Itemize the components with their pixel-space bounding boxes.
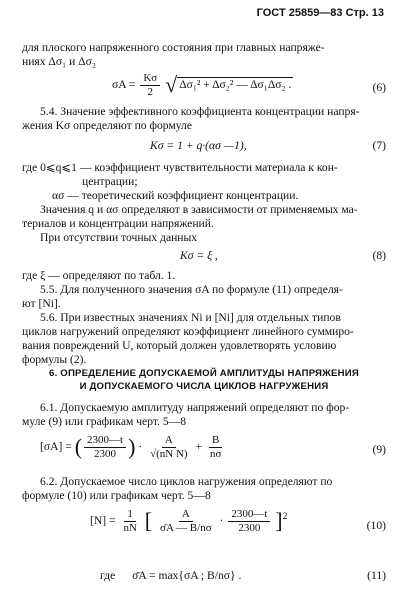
text-line: вания повреждений U, который должен удовлетворять условию [22,339,337,352]
equation-11 [100,568,241,583]
bracket-close: ] [275,508,283,534]
fraction-num: 2300—t [228,508,270,522]
text-line: 6.1. Допускаемую амплитуду напряжений определяют по фор- [40,401,350,414]
text-line: где ξ — определяют по табл. 1. [22,269,176,282]
text-line: ют [Ni]. [22,297,61,310]
fraction-num: Kσ [140,72,160,86]
fraction-num: 2300—t [84,434,126,448]
equation-number: (7) [372,139,386,152]
fraction-num: 1 [124,508,136,522]
fraction-num: A [162,434,176,448]
text-line: Значения q и ασ определяют в зависимости от применяемых ма- [40,203,358,216]
equation-10 [90,508,287,534]
text-line: формуле (10) или графикам черт. 5—8 [22,489,211,502]
text-line: циклов нагружений определяют коэффициент линейного суммиро- [22,325,354,338]
fraction-den: 2300 [238,521,261,534]
section-heading: 6. ОПРЕДЕЛЕНИЕ ДОПУСКАЕМОЙ АМПЛИТУДЫ НАПРЯЖЕНИЯ [49,368,359,379]
text-line: 5.4. Значение эффективного коэффициента концентрации напря- [40,105,360,118]
eq-lhs: [N] = [90,513,116,527]
sqrt-body: Δσ₁² + Δσ₂² — Δσ₁Δσ₂ . [179,77,292,91]
equation-number: (8) [372,249,386,262]
eq-expr: σ̄A = max{σA ; B/nσ} . [132,569,242,582]
fraction [157,508,215,534]
equation-9 [40,434,226,460]
paren-open: ( [74,434,83,460]
fraction-den: nN [123,521,137,534]
where-label: где [100,569,116,582]
equation-number: (10) [366,519,386,532]
text-line: 5.6. При известных значениях Ni и [Ni] для отдельных типов [40,311,341,324]
text-line: При отсутствии точных данных [40,231,198,244]
text-line: муле (9) или графикам черт. 5—8 [22,415,187,428]
text-line: 6.2. Допускаемое число циклов нагружения определяют по [40,475,333,488]
paren-close: ) [128,434,136,460]
text-line: жения Kσ определяют по формуле [22,119,192,132]
eq-lhs: [σA] = [40,439,72,453]
fraction [120,508,139,534]
fraction [147,434,191,460]
eq-lhs: σA = [112,77,136,91]
fraction [84,434,126,460]
fraction [228,508,270,534]
fraction-den: σ̄A — B/nσ [160,521,212,534]
equation-number: (11) [367,569,386,582]
exponent: 2 [282,510,288,522]
equation-6 [112,72,293,98]
equation-8: Kσ = ξ , [180,249,218,262]
fraction-den: 2300 [94,447,117,460]
fraction-den: 2 [147,85,154,98]
page-header: ГОСТ 25859—83 Стр. 13 [256,7,384,19]
dot-operator: · [219,513,224,527]
equation-number: (9) [372,443,386,456]
text-line: формулы (2). [22,353,87,366]
fraction [207,434,224,460]
text-line: ασ — теоретический коэффициент концентрации. [52,189,299,202]
fraction-num: B [209,434,222,448]
equation-number: (6) [372,81,386,94]
text-line: ниях Δσ₁ и Δσ₂ [22,55,96,68]
text-line: для плоского напряженного состояния при главных напряже- [22,41,325,54]
text-line: центрации; [82,175,138,188]
text-line: где 0⩽q⩽1 — коэффициент чувствительности материала к кон- [22,161,338,174]
fraction [140,72,160,98]
bracket-open: [ [144,508,153,534]
section-heading: И ДОПУСКАЕМОГО ЧИСЛА ЦИКЛОВ НАГРУЖЕНИЯ [79,381,329,392]
text-line: териалов и концентрации напряжений. [22,217,214,230]
fraction-den: √(nN N) [150,447,188,460]
fraction-num: A [179,508,193,522]
fraction-den: nσ [209,447,222,460]
equation-7: Kσ = 1 + q·(ασ —1), [150,139,247,152]
plus-operator: + [195,439,203,453]
text-line: 5.5. Для полученного значения σA по формуле (11) определя- [40,283,343,296]
sqrt-sign: √ [165,72,178,98]
dot-operator: · [138,439,143,453]
